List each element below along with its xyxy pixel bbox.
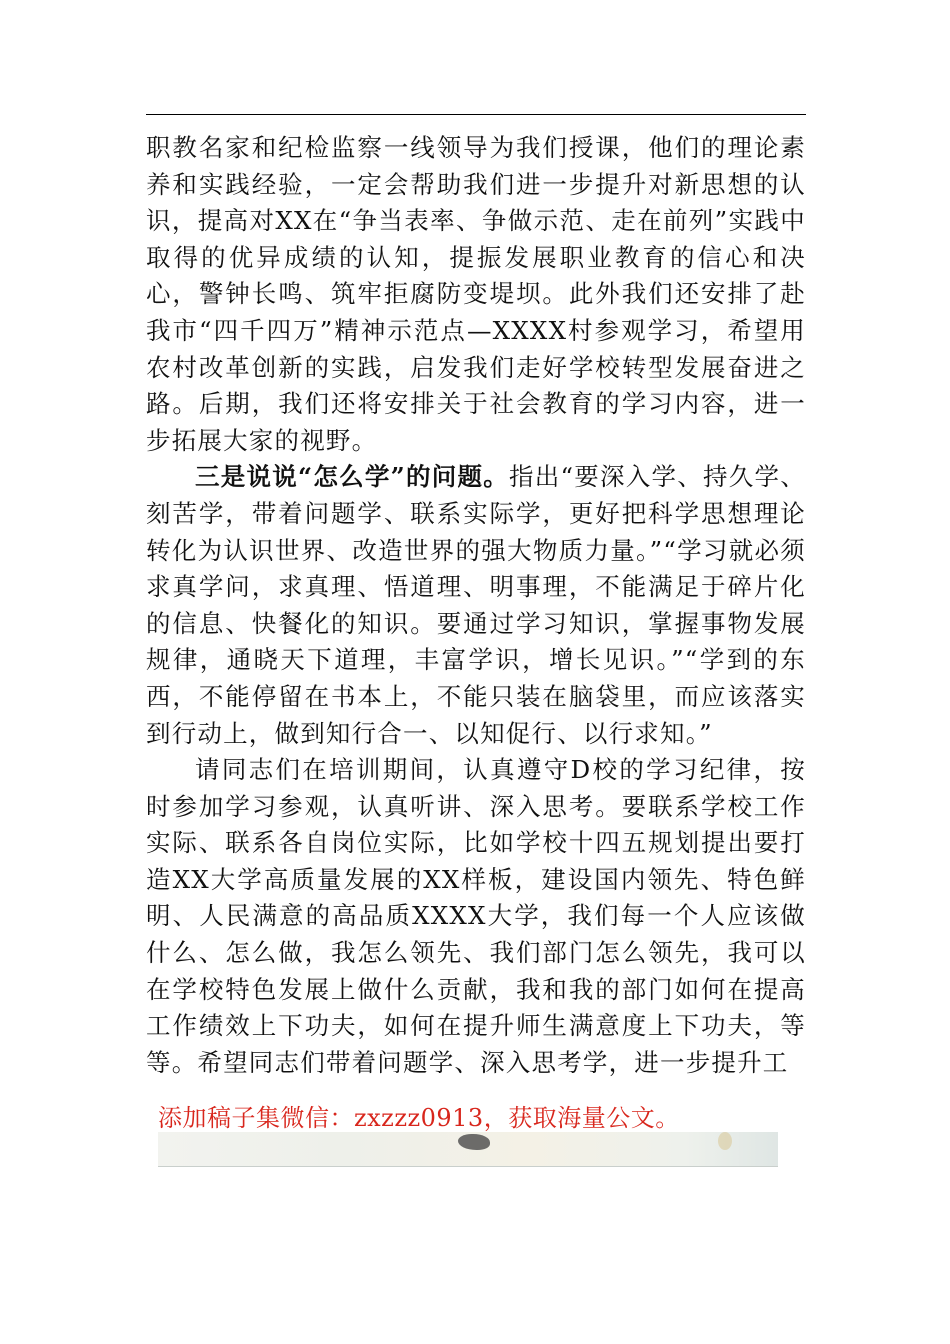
text-line: 养和实践经验，一定会帮助我们进一步提升对新思想的认: [146, 169, 806, 199]
banner-figure-icon: [458, 1134, 490, 1150]
paragraph-1: [146, 130, 806, 459]
text-line: 用农村改革创新的实践，启发我们走好学校转型发展奋进: [146, 315, 806, 382]
header-rule: [146, 114, 806, 115]
text-line: 之路。后期，我们还将安排关于社会教育的学习内容，进: [146, 352, 806, 419]
text-line: 中取得的优异成绩的认知，提振发展职业教育的信心和决: [146, 206, 806, 272]
text-line: 心，警钟长鸣、筑牢拒腐防变堤坝。此外我们还安排了赴: [146, 279, 806, 309]
paragraph-2-text: 指出“要深入学、持久学、刻苦学，带着问题学、联系实际学，更好把科学思想理论转化为认识世界、改造世界的强大物质力量。”“学习就必须求真学问，求真理、悟道理、明事理，不能满足于碎片化的信息、快餐化的知识。要通过学习知识，掌握事物发展规律，通晓天下道理，丰富学识，增长见识。”“学到的东西，不能停留在书本上，不能只装在脑袋里，而应该落实到行动上，做到知行合一、以知促行、以行求知。”: [146, 462, 806, 748]
footer-ad-text: 添加稿子集微信：zxzzz0913，获取海量公文。: [158, 1104, 680, 1132]
banner-ornament-icon: [718, 1132, 732, 1150]
text-line: 识，提高对XX在“争当表率、争做示范、走在前列”实践: [146, 206, 781, 236]
text-line: 我市“四千四万”精神示范点—XXXX村参观学习，希望: [146, 315, 781, 345]
text-line: 职教名家和纪检监察一线领导为我们授课，他们的理论素: [146, 133, 806, 162]
section-heading: 三是说说“怎么学”的问题。: [195, 462, 509, 492]
footer-banner-image: [158, 1132, 778, 1167]
text-line: 一步拓展大家的视野。: [146, 389, 806, 455]
paragraph-3: 请同志们在培训期间，认真遵守D校的学习纪律，按时参加学习参观，认真听讲、深入思考。要联系学校工作实际、联系各自岗位实际，比如学校十四五规划提出要打造XX大学高质量发展的XX样板，建设国内领先、特色鲜明、人民满意的高品质XXXX大学，我们每一个人应该做什么、怎么做，我怎么领先、我们部门怎么领先，我可以在学校特色发展上做什么贡献，我和我的部门如何在提高工作绩效上下功夫，如何在提升师生满意度上下功夫，等等。希望同志们带着问题学、深入思考学，进一步提升工: [146, 755, 806, 1077]
document-body: [146, 130, 806, 1081]
paragraph-2: [146, 459, 806, 752]
